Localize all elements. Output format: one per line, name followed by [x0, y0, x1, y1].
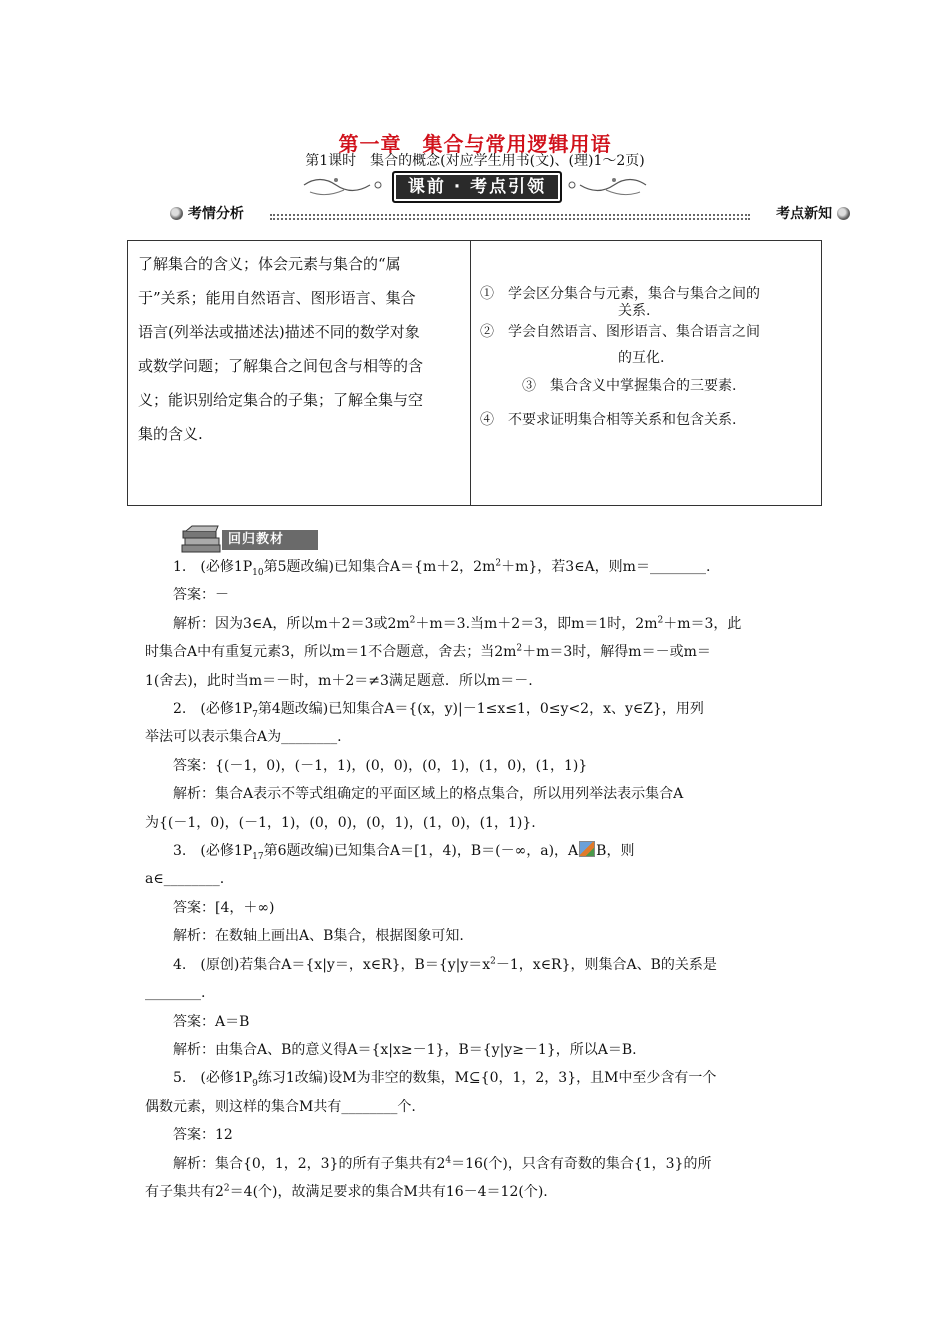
explanation: 解析：在数轴上画出A、B集合，根据图象可知.	[173, 928, 464, 945]
divider	[270, 214, 750, 216]
section-banner	[300, 168, 650, 202]
analysis-line: 义；能识别给定集合的子集；了解全集与空	[138, 391, 424, 409]
bullet-icon	[170, 207, 183, 220]
books-icon	[178, 525, 224, 555]
knowledge-item: 关系.	[618, 303, 651, 319]
review-header	[178, 525, 318, 555]
banner-label: 课前 · 考点引领	[392, 171, 562, 203]
section-left	[170, 203, 244, 225]
question: ________.	[145, 985, 206, 1002]
knowledge-item: ③ 集合含义中掌握集合的三要素.	[522, 378, 737, 394]
column-divider	[470, 241, 471, 505]
knowledge-item: ④ 不要求证明集合相等关系和包含关系.	[480, 412, 737, 428]
explanation: 解析：集合A表示不等式组确定的平面区域上的格点集合，所以用列举法表示集合A	[173, 786, 684, 803]
right-ornament-icon	[562, 172, 650, 198]
review-label: 回归教材	[222, 530, 318, 550]
analysis-line: 或数学问题；了解集合之间包含与相等的含	[138, 357, 424, 375]
answer: 答案：[4，＋∞)	[173, 899, 275, 916]
question: 3. (必修$1P_{17}$第6题改编)已知集合A＝[1，4)，B＝(－∞，a)，A B，则	[173, 843, 635, 862]
section-bar	[170, 203, 850, 225]
question: a∈________.	[145, 871, 225, 888]
question: 1. (必修$1P_{10}$第5题改编)已知集合A＝{m＋2，$2m^2+m$}，若3∈A，则m＝________.	[173, 558, 711, 578]
explanation: 1(舍去)，此时当m＝－时，m＋2＝≠3满足题意．所以m＝－.	[145, 672, 533, 689]
explanation: 解析：由集合A、B的意义得A＝{x|x≥－1}，B＝{y|y≥－1}，所以A＝B.	[173, 1041, 637, 1058]
answer: 答案：A＝B	[173, 1013, 250, 1030]
answer: 答案：{(－1，0)，(－1，1)，(0，0)，(0，1)，(1，0)，(1，1)}	[173, 757, 588, 774]
knowledge-item: 的互化.	[618, 350, 665, 366]
question: 2. (必修$1P_7$第4题改编)已知集合A＝{(x，y)|－1≤x≤1，0≤y<2，x、y∈Z}，用列	[173, 701, 704, 720]
section-left-label: 考情分析	[187, 206, 244, 222]
analysis-cell	[138, 247, 464, 451]
question: 举法可以表示集合A为________.	[145, 729, 342, 746]
divider	[270, 218, 750, 220]
section-right-label: 考点新知	[776, 206, 833, 222]
analysis-line: 语言(列举法或描述法)描述不同的数学对象	[138, 323, 420, 341]
knowledge-item: ① 学会区分集合与元素，集合与集合之间的	[480, 286, 760, 302]
section-right	[776, 203, 850, 225]
knowledge-item: ② 学会自然语言、图形语言、集合语言之间	[480, 324, 760, 340]
objectives-table	[127, 240, 822, 506]
broken-image-icon	[579, 841, 595, 857]
explanation: 为{(－1，0)，(－1，1)，(0，0)，(0，1)，(1，0)，(1，1)}.	[145, 814, 536, 831]
analysis-line: 于”关系；能用自然语言、图形语言、集合	[138, 289, 416, 307]
chapter-title: 第一章 集合与常用逻辑用语	[338, 132, 612, 156]
answer: 答案：－	[173, 587, 229, 604]
explanation: 解析：因为3∈A，所以m＋2＝3或$2m^2+m=3$.当m＋2＝3，即m＝1时，$2m^2+m=3$，此	[173, 615, 742, 632]
answer: 答案：12	[173, 1127, 233, 1144]
explanation: 解析：集合{0，1，2，3}的所有子集共有$2^4=16$(个)，只含有奇数的集合{1，3}的所	[173, 1154, 712, 1172]
lesson-title: 第1课时 集合的概念(对应学生用书(文)、(理)1～2页)	[305, 153, 645, 169]
bullet-icon	[837, 207, 850, 220]
question: 偶数元素，则这样的集合M共有________个.	[145, 1098, 416, 1115]
left-ornament-icon	[300, 172, 388, 198]
analysis-line: 了解集合的含义；体会元素与集合的“属	[138, 255, 401, 273]
problems-section	[145, 553, 807, 1206]
analysis-line: 集的含义.	[138, 425, 203, 443]
explanation: 时集合A中有重复元素3，所以m＝1不合题意，舍去；当$2m^2+m=3$时，解得m＝－或m＝	[145, 643, 711, 661]
explanation: 有子集共有$2^2=4$(个)，故满足要求的集合M共有16－4＝12(个).	[145, 1183, 548, 1200]
question: 4. (原创)若集合A＝{x|y＝，x∈R}，$B=\{y|y=x^2-1$，x∈R}，则集合A、B的关系是	[173, 956, 717, 973]
question: 5. (必修$1P_9$练习1改编)设M为非空的数集，M⊆{0，1，2，3}，且M中至少含有一个	[173, 1070, 717, 1090]
